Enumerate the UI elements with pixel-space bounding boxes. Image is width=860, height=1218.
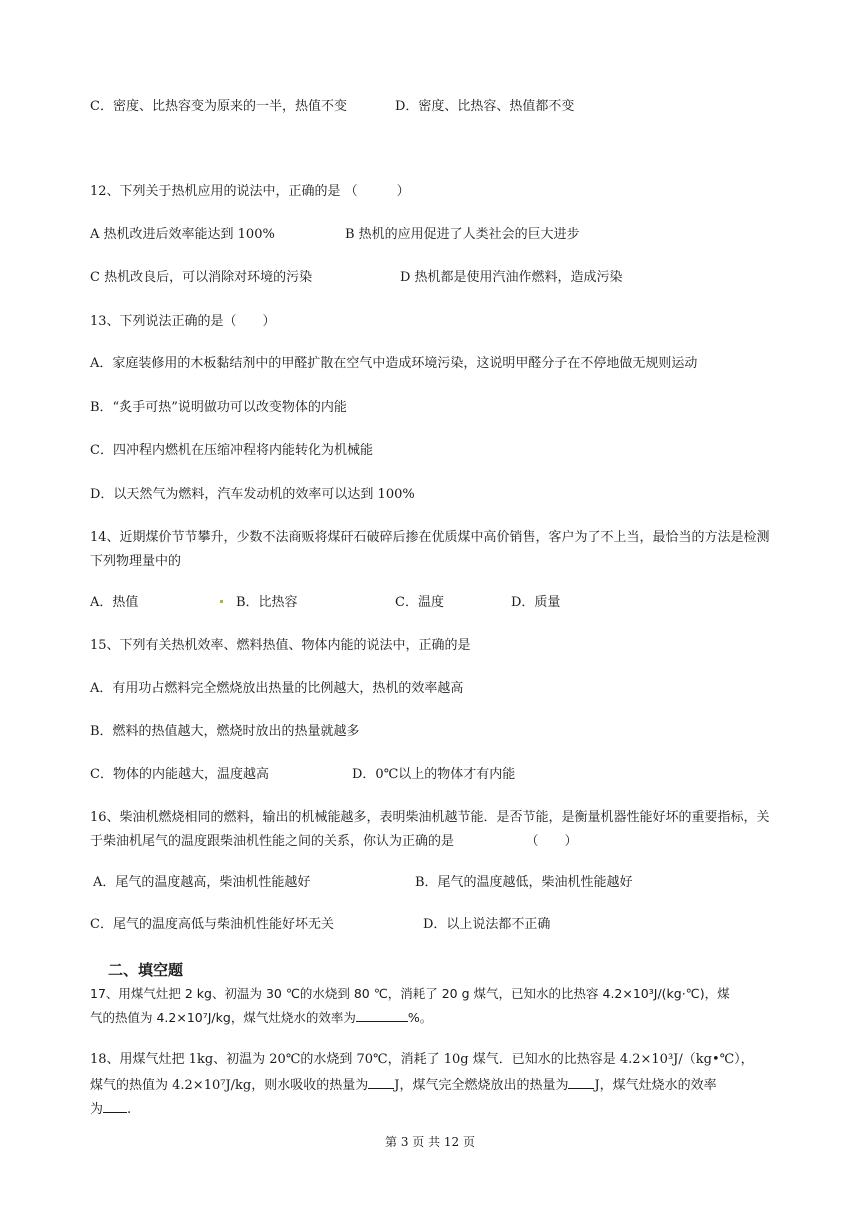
q12-stem: 12、下列关于热机应用的说法中，正确的是 （ ） [90, 184, 410, 199]
q14-option-c: C．温度 [395, 595, 444, 610]
stray-dot [220, 600, 223, 603]
q15-option-d: D．0℃以上的物体才有内能 [352, 767, 516, 782]
q18-blank-2[interactable] [568, 1074, 594, 1089]
q14-stem: 14、近期煤价节节攀升，少数不法商贩将煤矸石破碎后掺在优质煤中高价销售，客户为了不上当，最恰当的方法是检测下列物理量中的 [90, 530, 770, 569]
q18-text-d: 为 [90, 1102, 104, 1117]
q16-option-d: D．以上说法都不正确 [423, 917, 551, 932]
q13-option-d: D．以天然气为燃料，汽车发动机的效率可以达到 100% [90, 487, 415, 502]
q17-unit: %。 [407, 1010, 433, 1025]
page-footer: 第 3 页 共 12 页 [385, 1135, 475, 1149]
q17-line-1: 17、用煤气灶把 2 kg、初温为 30 ℃的水烧到 80 ℃，消耗了 20 g 煤气，已知水的比热容 4.2×10³J/(kg·℃)，煤 [90, 986, 730, 1001]
q16-option-b: B．尾气的温度越低，柴油机性能越好 [415, 875, 633, 890]
q13-option-b: B．“炙手可热”说明做功可以改变物体的内能 [90, 400, 347, 415]
section-heading: 二、填空题 [108, 961, 184, 979]
q14-option-b: B．比热容 [236, 595, 298, 610]
q15-stem: 15、下列有关热机效率、燃料热值、物体内能的说法中，正确的是 [90, 638, 471, 653]
q15-option-b: B．燃料的热值越大，燃烧时放出的热量就越多 [90, 724, 360, 739]
q14-option-a: A．热值 [90, 595, 139, 610]
q16-stem: 16、柴油机燃烧相同的燃料，输出的机械能越多，表明柴油机越节能．是否节能，是衡量机器性能好坏的重要指标，关于柴油机尾气的温度跟柴油机性能之间的关系，你认为正确的是 （ ） [90, 810, 770, 849]
q15-option-a: A．有用功占燃料完全燃烧放出热量的比例越大，热机的效率越高 [90, 681, 464, 696]
q17-text: 气的热值为 4.2×10⁷J/kg，煤气灶烧水的效率为 [90, 1010, 356, 1025]
q12-option-d: D 热机都是使用汽油作燃料，造成污染 [400, 270, 623, 285]
q13-option-c: C．四冲程内燃机在压缩冲程将内能转化为机械能 [90, 443, 373, 458]
q11-option-d: D．密度、比热容、热值都不变 [395, 99, 575, 114]
q18-line-3 [90, 1098, 131, 1120]
q18-text-b: J，煤气完全燃烧放出的热量为 [394, 1078, 569, 1093]
q12-option-c: C 热机改良后，可以消除对环境的污染 [90, 270, 313, 285]
q18-blank-3[interactable] [103, 1098, 127, 1113]
q11-option-c: C．密度、比热容变为原来的一半，热值不变 [90, 99, 347, 114]
q12-option-b: B 热机的应用促进了人类社会的巨大进步 [345, 227, 580, 242]
q18-line-2 [90, 1074, 717, 1096]
q14-option-d: D．质量 [511, 595, 561, 610]
q18-line-1: 18、用煤气灶把 1kg、初温为 20℃的水烧到 70℃，消耗了 10g 煤气．已知水的比热容是 4.2×10³J/（kg•℃）， [90, 1052, 754, 1067]
q13-option-a: A．家庭装修用的木板黏结剂中的甲醛扩散在空气中造成环境污染，这说明甲醛分子在不停地做无规则运动 [90, 356, 698, 371]
q16-option-a: A．尾气的温度越高，柴油机性能越好 [93, 875, 311, 890]
q18-text-e: . [127, 1102, 132, 1117]
q18-text-a: 煤气的热值为 4.2×10⁷J/kg，则水吸收的热量为 [90, 1078, 369, 1093]
q18-blank-1[interactable] [368, 1074, 394, 1089]
q12-option-a: A 热机改进后效率能达到 100% [90, 227, 275, 242]
q17-line-2 [90, 1007, 432, 1028]
q13-stem: 13、下列说法正确的是（ ） [90, 314, 276, 329]
q18-text-c: J，煤气灶烧水的效率 [594, 1078, 717, 1093]
q15-option-c: C．物体的内能越大，温度越高 [90, 767, 269, 782]
q17-blank[interactable] [356, 1007, 408, 1022]
q16-option-c: C．尾气的温度高低与柴油机性能好坏无关 [90, 917, 334, 932]
